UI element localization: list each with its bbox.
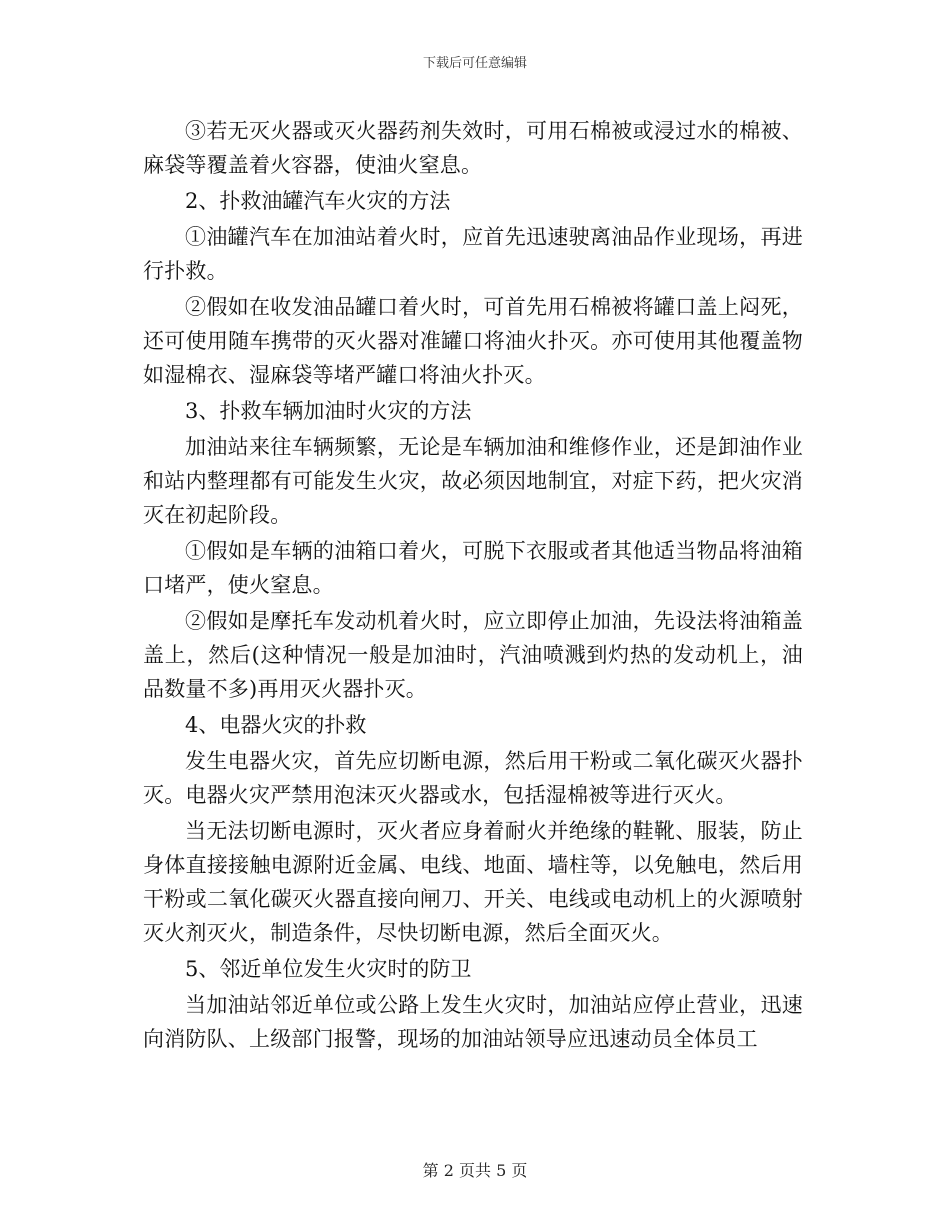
paragraph: ①油罐汽车在加油站着火时，应首先迅速驶离油品作业现场，再进行扑救。 bbox=[143, 225, 803, 283]
paragraph: ②假如是摩托车发动机着火时，应立即停止加油，先设法将油箱盖盖上，然后(这种情况一般是加油时，汽油喷溅到灼热的发动机上，油品数量不多)再用灭火器扑灭。 bbox=[143, 609, 803, 701]
paragraph: 加油站来往车辆频繁，无论是车辆加油和维修作业，还是卸油作业和站内整理都有可能发生火灾，故必须因地制宜，对症下药，把火灾消灭在初起阶段。 bbox=[143, 435, 803, 527]
page-header: 下载后可任意编辑 bbox=[422, 56, 527, 71]
section-heading: 5、邻近单位发生火灾时的防卫 bbox=[185, 957, 472, 981]
document-body bbox=[143, 114, 803, 1058]
paragraph: 发生电器火灾，首先应切断电源，然后用干粉或二氧化碳灭火器扑灭。电器火灾严禁用泡沫灭火器或水，包括湿棉被等进行灭火。 bbox=[143, 749, 803, 807]
paragraph: ①假如是车辆的油箱口着火，可脱下衣服或者其他适当物品将油箱口堵严，使火窒息。 bbox=[143, 539, 803, 597]
paragraph: ②假如在收发油品罐口着火时，可首先用石棉被将罐口盖上闷死，还可使用随车携带的灭火器对准罐口将油火扑灭。亦可使用其他覆盖物如湿棉衣、湿麻袋等堵严罐口将油火扑灭。 bbox=[143, 295, 803, 387]
paragraph: 当加油站邻近单位或公路上发生火灾时，加油站应停止营业，迅速向消防队、上级部门报警，现场的加油站领导应迅速动员全体员工 bbox=[143, 993, 803, 1051]
page-number: 第 2 页共 5 页 bbox=[422, 1161, 528, 1180]
paragraph: ③若无灭火器或灭火器药剂失效时，可用石棉被或浸过水的棉被、麻袋等覆盖着火容器，使油火窒息。 bbox=[143, 119, 803, 177]
section-heading: 2、扑救油罐汽车火灾的方法 bbox=[185, 189, 451, 213]
paragraph: 当无法切断电源时，灭火者应身着耐火并绝缘的鞋靴、服装，防止身体直接接触电源附近金属、电线、地面、墙柱等，以免触电，然后用干粉或二氧化碳灭火器直接向闸刀、开关、电线或电动机上的火源喷射灭火剂灭火，制造条件，尽快切断电源，然后全面灭火。 bbox=[143, 819, 803, 945]
section-heading: 4、电器火灾的扑救 bbox=[185, 713, 367, 737]
section-heading: 3、扑救车辆加油时火灾的方法 bbox=[185, 399, 472, 423]
